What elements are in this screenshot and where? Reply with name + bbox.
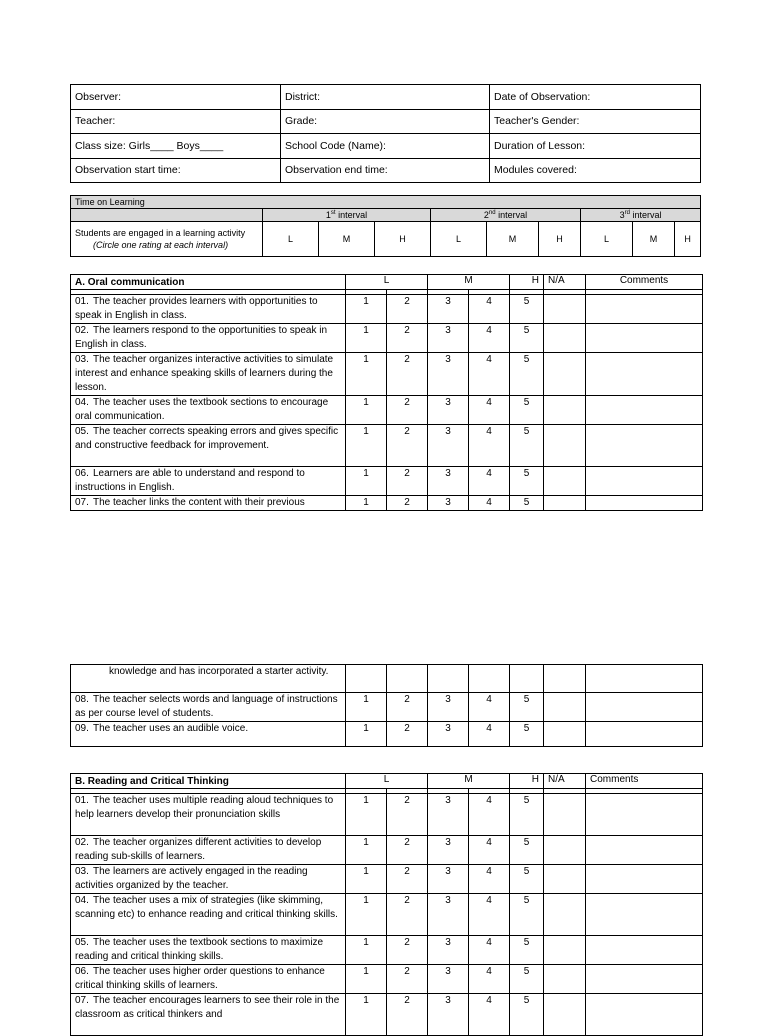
item-number: 05. xyxy=(75,937,89,948)
rating-option-4[interactable]: 4 xyxy=(469,396,510,425)
not-applicable-header: N/A xyxy=(544,774,586,789)
comments-cell[interactable] xyxy=(586,836,703,865)
rating-option-1[interactable]: 1 xyxy=(346,496,387,511)
rating-option-4[interactable]: 4 xyxy=(469,994,510,1036)
interval-rating-option[interactable]: M xyxy=(319,222,375,257)
rating-option-4[interactable]: 4 xyxy=(469,693,510,722)
item-text: The teacher uses the textbook sections to encourage oral communication. xyxy=(75,397,329,422)
rating-option-4[interactable]: 4 xyxy=(469,794,510,836)
info-field[interactable]: Observer: xyxy=(71,85,281,110)
rating-option-5[interactable]: 5 xyxy=(510,965,544,994)
comments-cell[interactable] xyxy=(586,353,703,396)
rating-option-3[interactable]: 3 xyxy=(428,965,469,994)
not-applicable-cell[interactable] xyxy=(544,396,586,425)
rubric-item-row xyxy=(71,467,703,496)
rubric-item xyxy=(71,965,346,994)
rating-option-5[interactable]: 5 xyxy=(510,894,544,936)
comments-cell[interactable] xyxy=(586,693,703,722)
info-row xyxy=(71,134,701,159)
rating-option-5[interactable]: 5 xyxy=(510,324,544,353)
rating-option-4[interactable]: 4 xyxy=(469,865,510,894)
item-number: 04. xyxy=(75,895,89,906)
rubric-item-row xyxy=(71,865,703,894)
rating-option-5[interactable]: 5 xyxy=(510,836,544,865)
rating-option-5[interactable]: 5 xyxy=(510,865,544,894)
engagement-description xyxy=(71,222,263,257)
comments-cell[interactable] xyxy=(586,425,703,467)
rating-option-2[interactable]: 2 xyxy=(387,353,428,396)
comments-cell[interactable] xyxy=(586,936,703,965)
not-applicable-cell[interactable] xyxy=(544,836,586,865)
item-text: knowledge and has incorporated a starter activity. xyxy=(109,666,329,677)
rating-option-2[interactable] xyxy=(387,665,428,693)
rating-option-2[interactable]: 2 xyxy=(387,865,428,894)
rubric-item-row xyxy=(71,295,703,324)
item-text: The teacher provides learners with opportunities to speak in English in class. xyxy=(75,296,318,321)
rating-option-4[interactable]: 4 xyxy=(469,894,510,936)
rating-option-4[interactable]: 4 xyxy=(469,496,510,511)
section-header-row xyxy=(71,774,703,789)
circle-rating-instruction: (Circle one rating at each interval) xyxy=(93,240,229,250)
not-applicable-cell[interactable] xyxy=(544,936,586,965)
info-field[interactable]: Observation end time: xyxy=(281,158,490,183)
not-applicable-header: N/A xyxy=(544,275,586,290)
rubric-item xyxy=(71,693,346,722)
rating-option-3[interactable]: 3 xyxy=(428,425,469,467)
interval-rating-option[interactable]: M xyxy=(487,222,539,257)
rubric-item xyxy=(71,836,346,865)
item-text: The teacher corrects speaking errors and gives specific and constructive feedback for improvement. xyxy=(75,426,339,451)
comments-cell[interactable] xyxy=(586,396,703,425)
info-field[interactable]: Duration of Lesson: xyxy=(490,134,701,159)
rating-option-5[interactable] xyxy=(510,665,544,693)
rubric-item-row xyxy=(71,936,703,965)
rating-option-5[interactable]: 5 xyxy=(510,722,544,747)
rating-option-4[interactable]: 4 xyxy=(469,467,510,496)
rating-option-5[interactable]: 5 xyxy=(510,936,544,965)
comments-cell[interactable] xyxy=(586,965,703,994)
interval-rating-option[interactable]: H xyxy=(539,222,581,257)
rubric-item-row xyxy=(71,425,703,467)
rating-option-1[interactable]: 1 xyxy=(346,324,387,353)
rubric-item-row xyxy=(71,496,703,511)
engagement-label: Students are engaged in a learning activity xyxy=(75,228,246,238)
item-text: The teacher encourages learners to see their role in the classroom as critical thinkers and xyxy=(75,995,340,1020)
rubric-item-row xyxy=(71,722,703,747)
info-row xyxy=(71,158,701,183)
rubric-item-row xyxy=(71,965,703,994)
not-applicable-cell[interactable] xyxy=(544,467,586,496)
not-applicable-cell[interactable] xyxy=(544,894,586,936)
rubric-item xyxy=(71,994,346,1036)
comments-cell[interactable] xyxy=(586,324,703,353)
info-field[interactable]: Modules covered: xyxy=(490,158,701,183)
rubric-item xyxy=(71,722,346,747)
rating-option-2[interactable]: 2 xyxy=(387,496,428,511)
rating-option-1[interactable]: 1 xyxy=(346,693,387,722)
interval-3-header: 3rd interval xyxy=(581,209,701,222)
rubric-item xyxy=(71,353,346,396)
rating-option-3[interactable]: 3 xyxy=(428,994,469,1036)
rubric-item xyxy=(71,324,346,353)
rubric-item-row xyxy=(71,894,703,936)
rubric-item-row xyxy=(71,396,703,425)
rating-option-1[interactable]: 1 xyxy=(346,936,387,965)
item-text: The teacher uses multiple reading aloud techniques to help learners develop their pronunciation skills xyxy=(75,795,334,820)
item-number: 03. xyxy=(75,866,89,877)
rating-option-1[interactable]: 1 xyxy=(346,353,387,396)
info-row xyxy=(71,109,701,134)
rating-option-1[interactable]: 1 xyxy=(346,396,387,425)
rubric-item xyxy=(71,295,346,324)
interval-1-header: 1st interval xyxy=(263,209,431,222)
not-applicable-cell[interactable] xyxy=(544,722,586,747)
rubric-item xyxy=(71,425,346,467)
scale-low-header: L xyxy=(346,774,428,789)
item-number: 05. xyxy=(75,426,89,437)
rating-option-5[interactable]: 5 xyxy=(510,794,544,836)
rubric-item xyxy=(71,865,346,894)
time-on-learning-table xyxy=(70,195,701,257)
rating-option-1[interactable]: 1 xyxy=(346,836,387,865)
item-number: 02. xyxy=(75,837,89,848)
rating-option-3[interactable] xyxy=(428,665,469,693)
info-field[interactable]: District: xyxy=(281,85,490,110)
rating-option-1[interactable]: 1 xyxy=(346,994,387,1036)
rubric-item-row xyxy=(71,836,703,865)
interval-rating-option[interactable]: L xyxy=(263,222,319,257)
scale-low-header: L xyxy=(346,275,428,290)
item-number: 01. xyxy=(75,296,89,307)
rating-option-2[interactable]: 2 xyxy=(387,324,428,353)
section-a-oral-communication-table xyxy=(70,274,703,511)
item-text: Learners are able to understand and respond to instructions in English. xyxy=(75,468,305,493)
rubric-item xyxy=(71,894,346,936)
rating-option-2[interactable]: 2 xyxy=(387,467,428,496)
scale-high-header: H xyxy=(510,774,544,789)
rating-option-4[interactable]: 4 xyxy=(469,353,510,396)
rubric-item-row xyxy=(71,324,703,353)
comments-header: Comments xyxy=(586,774,703,789)
rating-option-4[interactable]: 4 xyxy=(469,936,510,965)
rating-option-2[interactable]: 2 xyxy=(387,396,428,425)
info-field[interactable]: Class size: Girls____ Boys____ xyxy=(71,134,281,159)
rating-option-5[interactable]: 5 xyxy=(510,396,544,425)
item-text: The teacher organizes interactive activities to simulate interest and enhance speaking skills of learners during the lesson. xyxy=(75,354,334,393)
rating-option-3[interactable]: 3 xyxy=(428,295,469,324)
not-applicable-cell[interactable] xyxy=(544,994,586,1036)
item-number: 08. xyxy=(75,694,89,705)
rubric-item xyxy=(71,794,346,836)
rating-option-1[interactable]: 1 xyxy=(346,794,387,836)
rating-option-4[interactable]: 4 xyxy=(469,836,510,865)
rubric-item xyxy=(71,496,346,511)
interval-rating-option[interactable]: M xyxy=(633,222,675,257)
comments-cell[interactable] xyxy=(586,467,703,496)
rating-option-1[interactable] xyxy=(346,665,387,693)
rating-option-5[interactable]: 5 xyxy=(510,353,544,396)
item-text: The learners are actively engaged in the reading activities organized by the teacher. xyxy=(75,866,308,891)
not-applicable-cell[interactable] xyxy=(544,496,586,511)
rating-option-4[interactable] xyxy=(469,665,510,693)
item-text: The teacher uses a mix of strategies (like skimming, scanning etc) to enhance reading and critical thinking skills. xyxy=(75,895,338,920)
rubric-item-row xyxy=(71,693,703,722)
info-field[interactable]: Teacher: xyxy=(71,109,281,134)
rating-option-2[interactable]: 2 xyxy=(387,295,428,324)
rating-option-3[interactable]: 3 xyxy=(428,353,469,396)
info-field[interactable]: Date of Observation: xyxy=(490,85,701,110)
not-applicable-cell[interactable] xyxy=(544,794,586,836)
rating-option-4[interactable]: 4 xyxy=(469,965,510,994)
rating-option-4[interactable]: 4 xyxy=(469,324,510,353)
section-a-continued-table xyxy=(70,664,703,747)
rubric-item-row xyxy=(71,665,703,693)
rating-option-3[interactable]: 3 xyxy=(428,324,469,353)
comments-cell[interactable] xyxy=(586,894,703,936)
time-on-learning-title: Time on Learning xyxy=(71,196,701,209)
item-number: 07. xyxy=(75,995,89,1006)
not-applicable-cell[interactable] xyxy=(544,693,586,722)
interval-2-header: 2nd interval xyxy=(431,209,581,222)
info-field[interactable]: School Code (Name): xyxy=(281,134,490,159)
item-number: 06. xyxy=(75,468,89,479)
comments-cell[interactable] xyxy=(586,865,703,894)
rating-option-3[interactable]: 3 xyxy=(428,467,469,496)
item-number: 06. xyxy=(75,966,89,977)
rating-option-3[interactable]: 3 xyxy=(428,722,469,747)
not-applicable-cell[interactable] xyxy=(544,425,586,467)
rating-option-3[interactable]: 3 xyxy=(428,496,469,511)
info-field[interactable]: Grade: xyxy=(281,109,490,134)
rating-option-3[interactable]: 3 xyxy=(428,865,469,894)
comments-cell[interactable] xyxy=(586,295,703,324)
item-number: 03. xyxy=(75,354,89,365)
rating-option-3[interactable]: 3 xyxy=(428,794,469,836)
rating-option-4[interactable]: 4 xyxy=(469,425,510,467)
comments-cell[interactable] xyxy=(586,665,703,693)
rubric-item xyxy=(71,467,346,496)
rating-option-1[interactable]: 1 xyxy=(346,295,387,324)
not-applicable-cell[interactable] xyxy=(544,665,586,693)
rating-option-3[interactable]: 3 xyxy=(428,836,469,865)
rating-option-5[interactable]: 5 xyxy=(510,994,544,1036)
item-text: The teacher uses higher order questions to enhance critical thinking skills of learners. xyxy=(75,966,325,991)
item-number: 01. xyxy=(75,795,89,806)
rating-option-1[interactable]: 1 xyxy=(346,865,387,894)
not-applicable-cell[interactable] xyxy=(544,324,586,353)
rating-option-2[interactable]: 2 xyxy=(387,936,428,965)
rubric-item-row xyxy=(71,994,703,1036)
rating-option-2[interactable]: 2 xyxy=(387,994,428,1036)
comments-cell[interactable] xyxy=(586,994,703,1036)
rating-option-2[interactable]: 2 xyxy=(387,693,428,722)
rubric-item-row xyxy=(71,353,703,396)
rating-option-5[interactable]: 5 xyxy=(510,295,544,324)
rubric-item xyxy=(71,936,346,965)
not-applicable-cell[interactable] xyxy=(544,353,586,396)
rating-option-3[interactable]: 3 xyxy=(428,693,469,722)
rating-option-1[interactable]: 1 xyxy=(346,467,387,496)
rating-option-5[interactable]: 5 xyxy=(510,467,544,496)
rating-option-3[interactable]: 3 xyxy=(428,936,469,965)
item-text: The teacher links the content with their previous xyxy=(93,497,305,508)
interval-rating-option[interactable]: H xyxy=(375,222,431,257)
rating-option-5[interactable]: 5 xyxy=(510,425,544,467)
rating-option-1[interactable]: 1 xyxy=(346,722,387,747)
comments-cell[interactable] xyxy=(586,794,703,836)
rating-option-2[interactable]: 2 xyxy=(387,722,428,747)
rating-option-2[interactable]: 2 xyxy=(387,836,428,865)
section-title: B. Reading and Critical Thinking xyxy=(71,774,346,789)
rating-option-5[interactable]: 5 xyxy=(510,496,544,511)
rubric-item xyxy=(71,396,346,425)
interval-rating-option[interactable]: H xyxy=(675,222,701,257)
rating-option-2[interactable]: 2 xyxy=(387,894,428,936)
info-row xyxy=(71,85,701,110)
not-applicable-cell[interactable] xyxy=(544,865,586,894)
rating-option-4[interactable]: 4 xyxy=(469,295,510,324)
rating-option-1[interactable]: 1 xyxy=(346,425,387,467)
interval-rating-option[interactable]: L xyxy=(431,222,487,257)
rating-option-1[interactable]: 1 xyxy=(346,965,387,994)
info-field[interactable]: Teacher's Gender: xyxy=(490,109,701,134)
rating-option-4[interactable]: 4 xyxy=(469,722,510,747)
rating-option-5[interactable]: 5 xyxy=(510,693,544,722)
scale-medium-header: M xyxy=(428,774,510,789)
section-title: A. Oral communication xyxy=(71,275,346,290)
interval-rating-option[interactable]: L xyxy=(581,222,633,257)
item-number: 09. xyxy=(75,723,89,734)
item-number: 04. xyxy=(75,397,89,408)
rating-option-2[interactable]: 2 xyxy=(387,965,428,994)
item-text: The teacher selects words and language of instructions as per course level of students. xyxy=(75,694,338,719)
item-text: The learners respond to the opportunities to speak in English in class. xyxy=(75,325,328,350)
item-text: The teacher uses the textbook sections to maximize reading and critical thinking skills. xyxy=(75,937,324,962)
rating-option-3[interactable]: 3 xyxy=(428,396,469,425)
comments-header: Comments xyxy=(586,275,703,290)
observation-info-table xyxy=(70,84,701,183)
rating-option-2[interactable]: 2 xyxy=(387,794,428,836)
item-text: The teacher uses an audible voice. xyxy=(93,723,249,734)
comments-cell[interactable] xyxy=(586,496,703,511)
scale-medium-header: M xyxy=(428,275,510,290)
rating-option-2[interactable]: 2 xyxy=(387,425,428,467)
rating-option-1[interactable]: 1 xyxy=(346,894,387,936)
comments-cell[interactable] xyxy=(586,722,703,747)
not-applicable-cell[interactable] xyxy=(544,295,586,324)
section-b-reading-critical-thinking-table xyxy=(70,773,703,1036)
rubric-item xyxy=(71,665,346,693)
item-number: 02. xyxy=(75,325,89,336)
item-number: 07. xyxy=(75,497,89,508)
rubric-item-row xyxy=(71,794,703,836)
info-field[interactable]: Observation start time: xyxy=(71,158,281,183)
item-text: The teacher organizes different activities to develop reading sub-skills of learners. xyxy=(75,837,322,862)
rating-option-3[interactable]: 3 xyxy=(428,894,469,936)
section-header-row xyxy=(71,275,703,290)
not-applicable-cell[interactable] xyxy=(544,965,586,994)
scale-high-header: H xyxy=(510,275,544,290)
